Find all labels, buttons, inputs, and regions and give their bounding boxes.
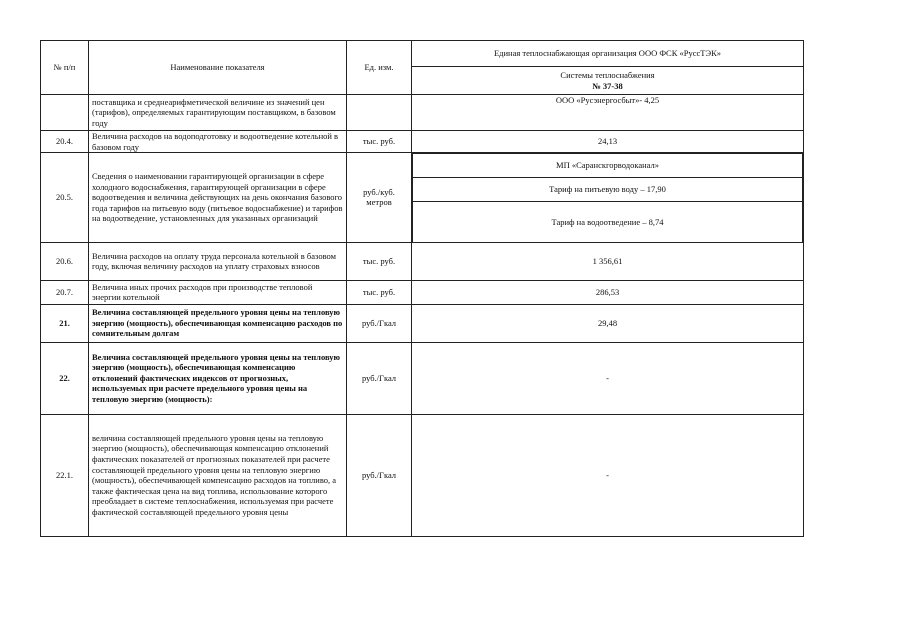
row-unit (347, 95, 412, 131)
table-row (41, 304, 804, 342)
row-number: 21. (41, 304, 89, 342)
tariff-subtable (412, 153, 803, 242)
table-row (41, 414, 804, 536)
row-number (41, 95, 89, 131)
row-unit: руб./куб. метров (347, 153, 412, 243)
row-number: 22. (41, 342, 89, 414)
row-unit: руб./Гкал (347, 414, 412, 536)
row-name: поставщика и среднеарифметической величине из значений цен (тарифов), определяемых гарантирующим поставщиком, в базовом году (89, 95, 347, 131)
row-name: Величина расходов на оплату труда персонала котельной в базовом году, включая величину расходов на уплату страховых взносов (89, 242, 347, 280)
table-row (41, 131, 804, 153)
row-value: 1 356,61 (412, 242, 804, 280)
row-unit: руб./Гкал (347, 304, 412, 342)
row-name: Величина составляющей предельного уровня цены на тепловую энергию (мощность), обеспечивающая компенсацию расходов по сомнительным долгам (89, 304, 347, 342)
table-row (41, 95, 804, 131)
table-header-row (41, 41, 804, 67)
table-row (41, 242, 804, 280)
row-number: 20.4. (41, 131, 89, 153)
water-utility-name: МП «Саранскгорводоканал» (413, 154, 803, 178)
row-number: 22.1. (41, 414, 89, 536)
col-header-number: № п/п (41, 41, 89, 95)
table-row (41, 342, 804, 414)
row-value: - (412, 342, 804, 414)
systems-number: № 37-38 (592, 80, 623, 91)
row-unit: тыс. руб. (347, 242, 412, 280)
row-number: 20.6. (41, 242, 89, 280)
row-value: ООО «Русэнергосбыт»- 4,25 (412, 95, 804, 131)
systems-title: Системы теплоснабжения (560, 69, 655, 80)
row-name: Величина иных прочих расходов при производстве тепловой энергии котельной (89, 280, 347, 304)
row-unit: тыс. руб. (347, 280, 412, 304)
drinking-water-tariff: Тариф на питьевую воду – 17,90 (413, 178, 803, 202)
col-header-organization: Единая теплоснабжающая организация ООО ФСК «РуссТЭК» (412, 41, 804, 67)
row-unit: руб./Гкал (347, 342, 412, 414)
row-name: величина составляющей предельного уровня цены на тепловую энергию (мощность), обеспечивающая компенсацию отклонений фактических показателей от прогнозных показателей при расчете составляющей предельного уровня цены на тепловую энергию (мощность), обеспечивающей компенсацию расходов на топливо, а также фактическая цена на вид топлива, использование которого преобладает в системе теплоснабжения, используемая при расчете фактической составляющей предельного уровня цены (89, 414, 347, 536)
row-number: 20.7. (41, 280, 89, 304)
row-name: Величина составляющей предельного уровня цены на тепловую энергию (мощность), обеспечивающая компенсацию отклонений фактических индексов от прогнозных, используемых при расчете предельного уровня цены на тепловую энергию (мощность): (89, 342, 347, 414)
wastewater-tariff: Тариф на водоотведение – 8,74 (413, 202, 803, 242)
row-unit: тыс. руб. (347, 131, 412, 153)
row-name: Сведения о наименовании гарантирующей организации в сфере холодного водоснабжения, гарантирующей организации в сфере водоотведения и величина действующих на день окончания базового года тарифов на питьевую воду (питьевое водоснабжение) и тарифов на водоотведение, установленных для указанных организаций (89, 153, 347, 243)
row-value: 286,53 (412, 280, 804, 304)
row-name: Величина расходов на водоподготовку и водоотведение котельной в базовом году (89, 131, 347, 153)
row-number: 20.5. (41, 153, 89, 243)
table-row (41, 280, 804, 304)
row-value: 29,48 (412, 304, 804, 342)
indicators-table (40, 40, 804, 537)
table-row (41, 153, 804, 243)
systems-header (412, 67, 804, 95)
row-value: - (412, 414, 804, 536)
row-value: 24,13 (412, 131, 804, 153)
col-header-unit: Ед. изм. (347, 41, 412, 95)
col-header-name: Наименование показателя (89, 41, 347, 95)
row-value-group (412, 153, 804, 243)
